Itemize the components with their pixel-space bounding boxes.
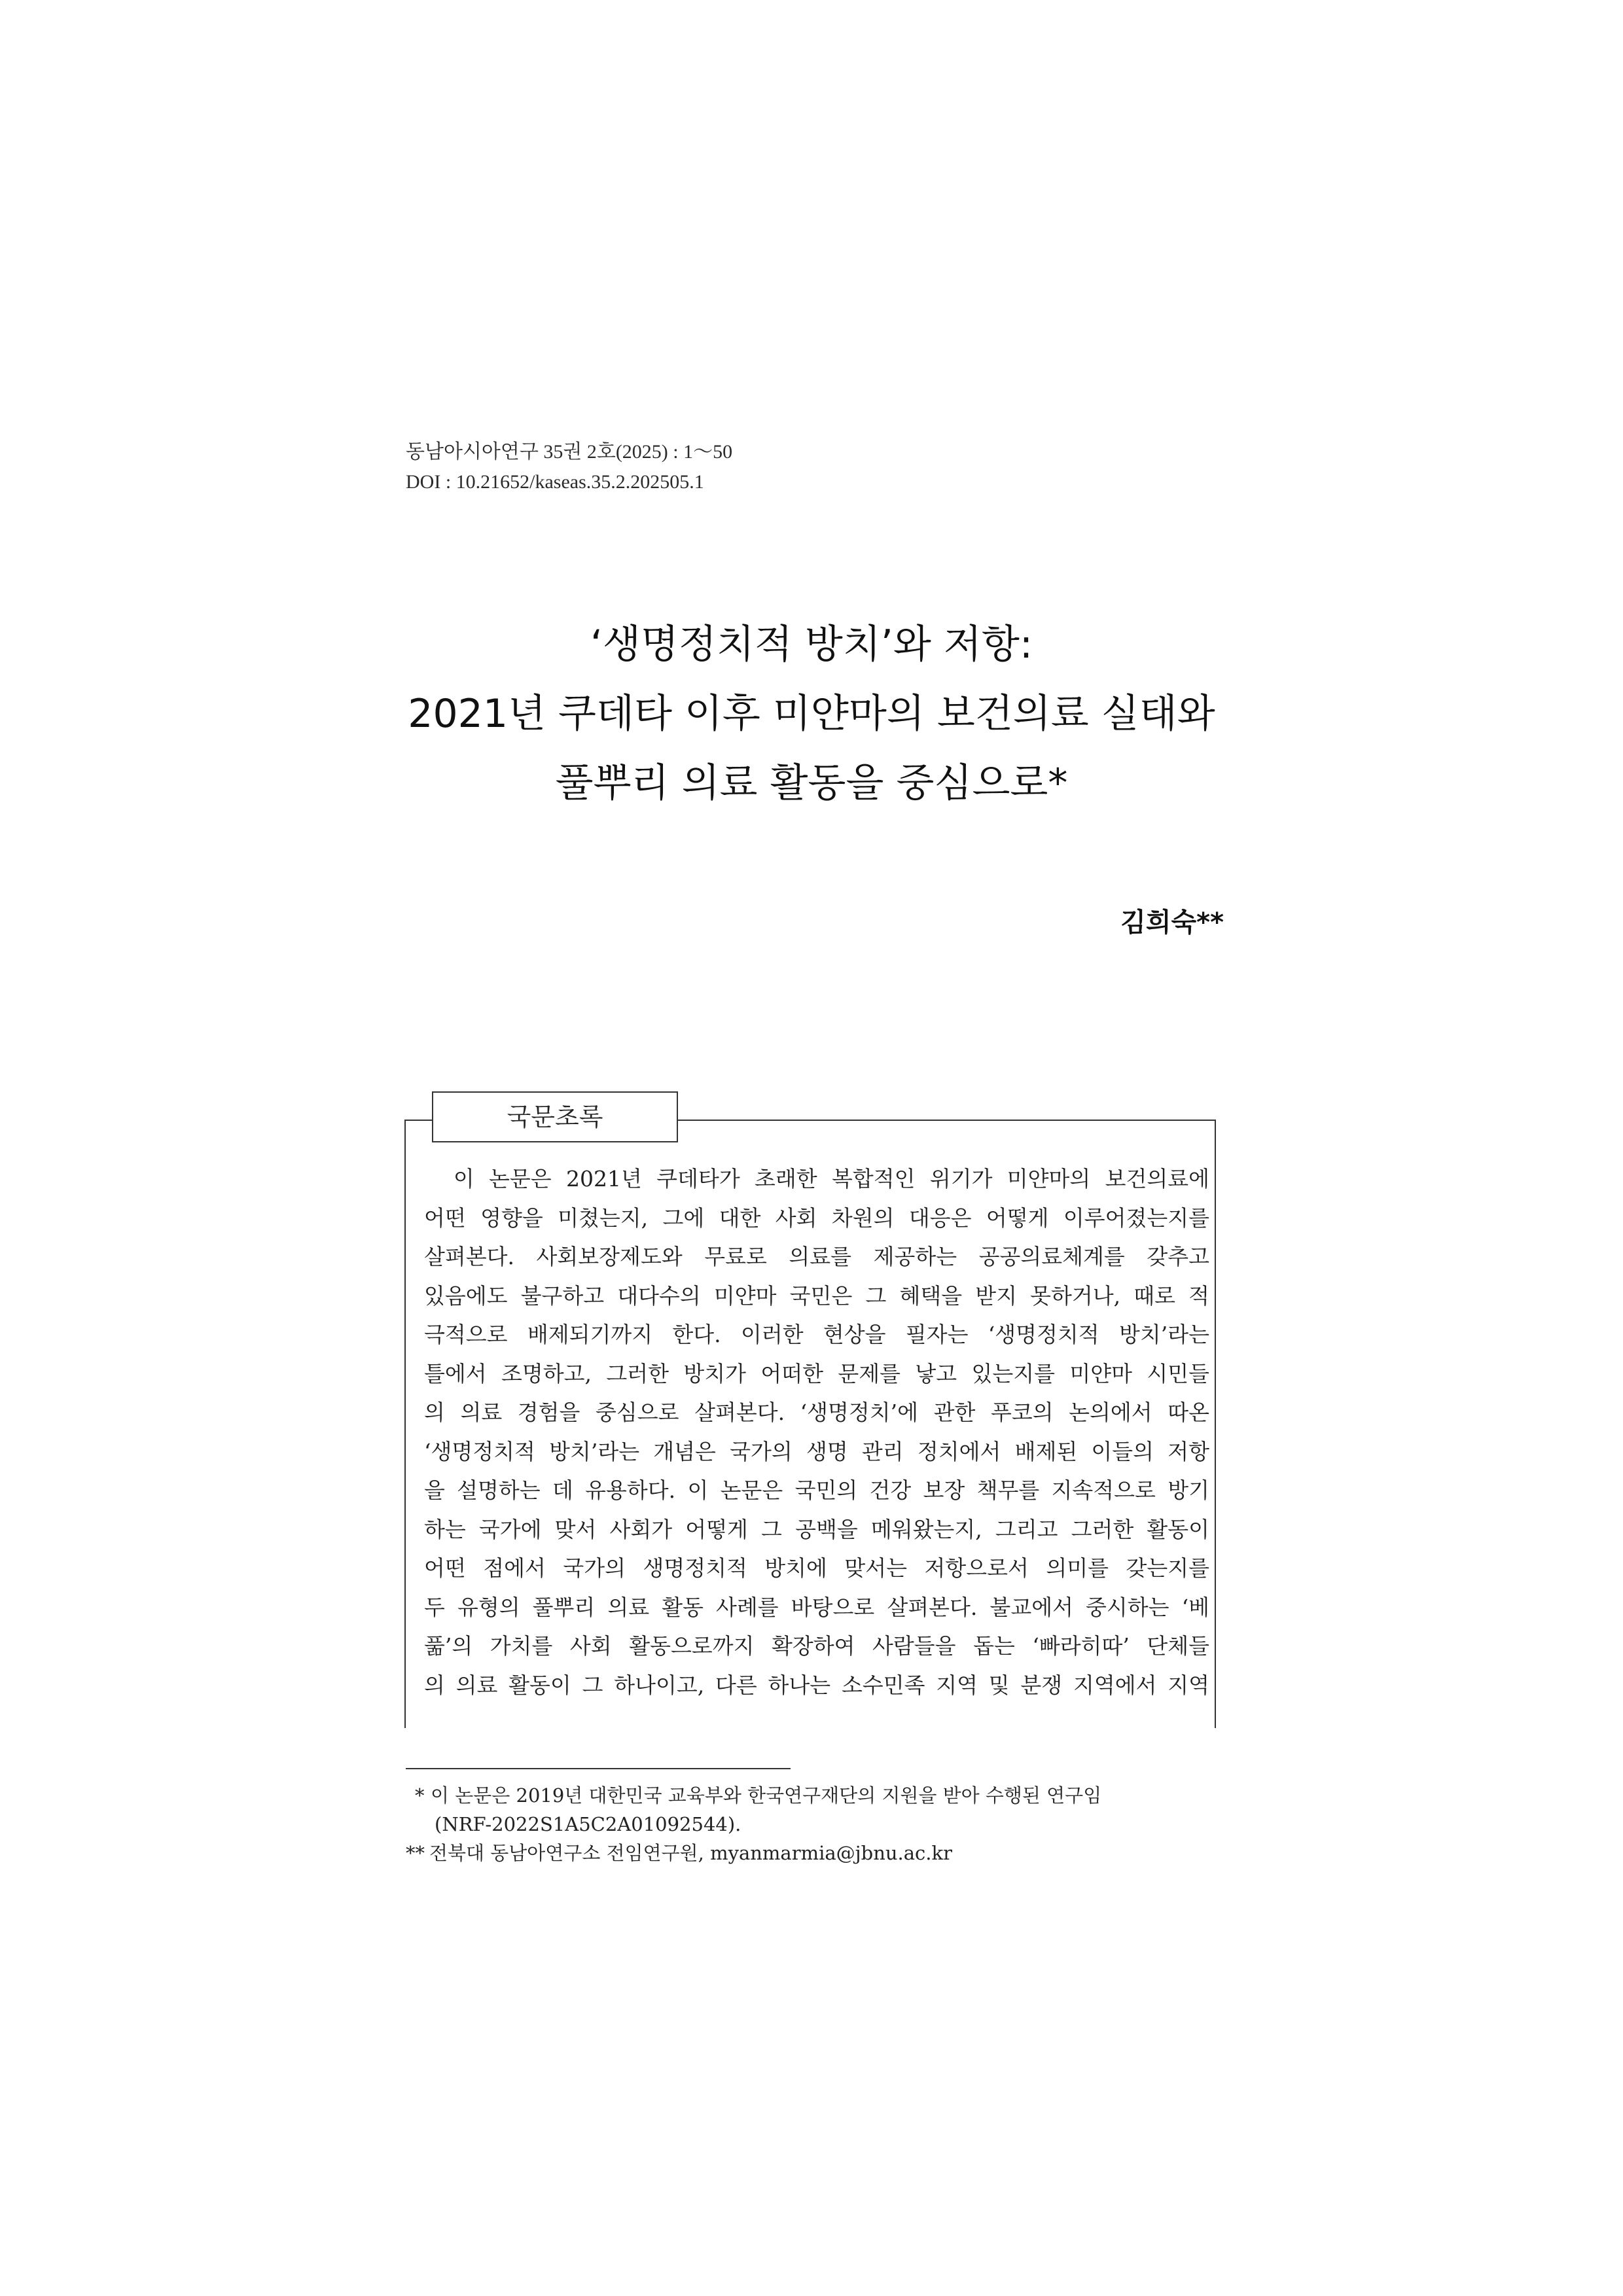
footnote-funding-continued [406, 1810, 1217, 1839]
footnote-mark: ** [406, 1842, 425, 1864]
abstract-heading: 국문초록 [432, 1091, 678, 1142]
footnote-grant-number: (NRF-2022S1A5C2A01092544). [435, 1813, 741, 1835]
journal-header [406, 437, 732, 497]
abstract-line: 살펴본다. 사회보장제도와 무료로 의료를 제공하는 공공의료체계를 갖추고 [424, 1244, 1209, 1269]
abstract-line: 의 의료 경험을 중심으로 살펴본다. ‘생명정치’에 관한 푸코의 논의에서 따온 [424, 1400, 1209, 1425]
footnote-affiliation [406, 1839, 1217, 1867]
journal-citation: 동남아시아연구 35권 2호(2025) : 1～50 [406, 441, 733, 463]
footnotes [406, 1781, 1217, 1867]
abstract-line: 하는 국가에 맞서 사회가 어떻게 그 공백을 메워왔는지, 그리고 그러한 활동이 [424, 1516, 1209, 1542]
footnote-divider [406, 1768, 791, 1769]
author-name: 김희숙** [1120, 908, 1224, 938]
abstract-line: 어떤 점에서 국가의 생명정치적 방치에 맞서는 저항으로서 의미를 갖는지를 [424, 1555, 1209, 1581]
title-line-2: 2021년 쿠데타 이후 미얀마의 보건의료 실태와 [408, 691, 1215, 737]
footnote-text: 이 논문은 2019년 대한민국 교육부와 한국연구재단의 지원을 받아 수행된 연구임 [431, 1784, 1102, 1807]
title-line-1: ‘생명정치적 방치’와 저항: [590, 622, 1033, 667]
abstract-line: 의 의료 활동이 그 하나이고, 다른 하나는 소수민족 지역 및 분쟁 지역에서 지역 [424, 1672, 1209, 1698]
abstract-line: 어떤 영향을 미쳤는지, 그에 대한 사회 차원의 대응은 어떻게 이루어졌는지를 [424, 1205, 1209, 1231]
title-line-3: 풀뿌리 의료 활동을 중심으로* [555, 760, 1068, 806]
abstract-line: 극적으로 배제되기까지 한다. 이러한 현상을 필자는 ‘생명정치적 방치’라는 [424, 1322, 1209, 1347]
abstract-line: 을 설명하는 데 유용하다. 이 논문은 국민의 건강 보장 책무를 지속적으로 방기 [424, 1477, 1209, 1503]
abstract-line: 두 유형의 풀뿌리 의료 활동 사례를 바탕으로 살펴본다. 불교에서 중시하는 ‘베 [424, 1594, 1209, 1620]
footnote-funding [406, 1781, 1217, 1810]
abstract-line: 있음에도 불구하고 대다수의 미얀마 국민은 그 혜택을 받지 못하거나, 때로 적 [424, 1282, 1209, 1309]
footnote-mark: * [415, 1784, 425, 1807]
paper-title [262, 610, 1361, 818]
abstract-line: ‘생명정치적 방치’라는 개념은 국가의 생명 관리 정치에서 배제된 이들의 저항 [424, 1438, 1209, 1464]
abstract-line: 틀에서 조명하고, 그러한 방치가 어떠한 문제를 낳고 있는지를 미얀마 시민들 [424, 1360, 1209, 1386]
abstract-text [424, 1159, 1209, 1704]
doi-line: DOI : 10.21652/kaseas.35.2.202505.1 [406, 471, 704, 493]
footnote-text: 전북대 동남아연구소 전임연구원, myanmarmia@jbnu.ac.kr [429, 1842, 952, 1864]
abstract-line: 풂’의 가치를 사회 활동으로까지 확장하여 사람들을 돕는 ‘빠라히따’ 단체들 [424, 1633, 1209, 1659]
abstract-line: 이 논문은 2021년 쿠데타가 초래한 복합적인 위기가 미얀마의 보건의료에 [424, 1166, 1209, 1192]
